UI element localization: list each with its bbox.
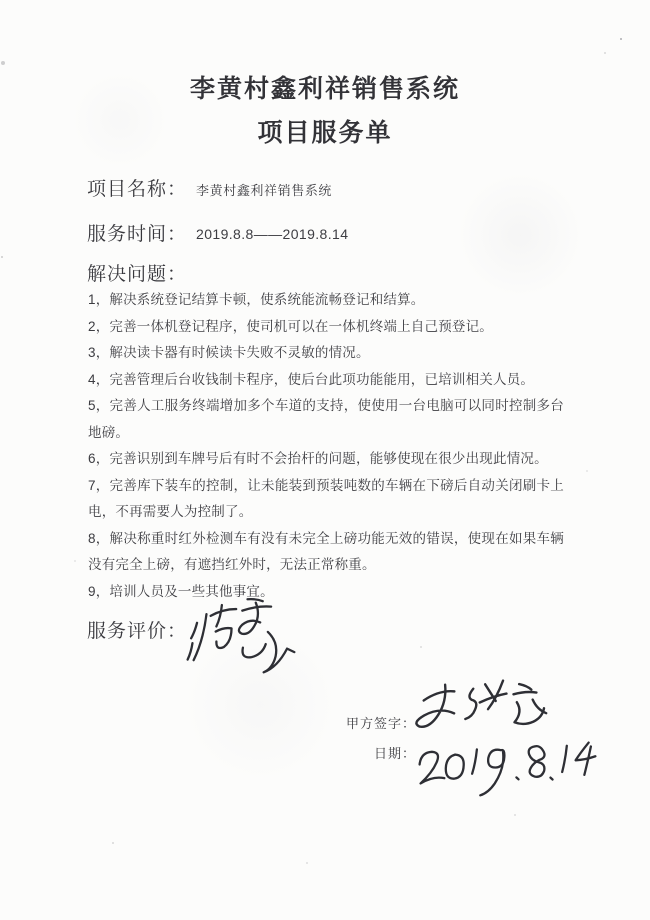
service-time-label: 服务时间： — [87, 224, 188, 245]
problem-item: 9，培训人员及一些其他事宜。 — [88, 583, 274, 599]
problem-item: 2，完善一体机登记程序，使司机可以在一体机终端上自己预登记。 — [88, 318, 494, 334]
evaluation-label: 服务评价： — [87, 621, 188, 642]
problems-section-row — [87, 259, 187, 286]
signoff-labels — [328, 716, 416, 761]
problem-item: 1，解决系统登记结算卡顿，使系统能流畅登记和结算。 — [88, 292, 425, 307]
scan-speckles — [0, 0, 2, 2]
problem-item: 5，完善人工服务终端增加多个车道的支持，使使用一台电脑可以同时控制多台地磅。 — [88, 398, 564, 440]
date-label: 日期： — [373, 746, 416, 761]
project-name-label: 项目名称： — [87, 179, 188, 200]
problem-item: 7，完善库下装车的控制，让未能装到预装吨数的车辆在下磅后自动关闭刷卡上电，不再需要人为控制了。 — [88, 477, 564, 519]
document-title-line1: 李黄村鑫利祥销售系统 — [189, 75, 460, 103]
problems-section-label: 解决问题： — [87, 264, 188, 285]
project-name-row — [87, 174, 332, 201]
handwritten-evaluation — [175, 588, 301, 682]
problems-list — [88, 287, 564, 605]
party-a-signature-label: 甲方签字： — [345, 716, 416, 731]
problem-item: 3，解决读卡器有时候读卡失败不灵敏的情况。 — [88, 345, 370, 360]
evaluation-row — [87, 616, 187, 643]
project-name-value: 李黄村鑫利祥销售系统 — [196, 182, 333, 198]
problem-item: 4，完善管理后台收钱制卡程序，使后台此项功能能用，已培训相关人员。 — [88, 371, 535, 387]
problem-item: 8，解决称重时红外检测车有没有未完全上磅功能无效的错误，使现在如果车辆没有完全上磅，有遮挡红外时，无法正常称重。 — [88, 530, 564, 572]
document-title-line2: 项目服务单 — [257, 119, 393, 147]
problem-item: 6，完善识别到车牌号后有时不会抬杆的问题，能够使现在很少出现此情况。 — [88, 451, 548, 466]
service-time-value: 2019.8.8——2019.8.14 — [196, 226, 349, 242]
service-time-row — [87, 219, 348, 246]
handwritten-date — [408, 731, 601, 809]
